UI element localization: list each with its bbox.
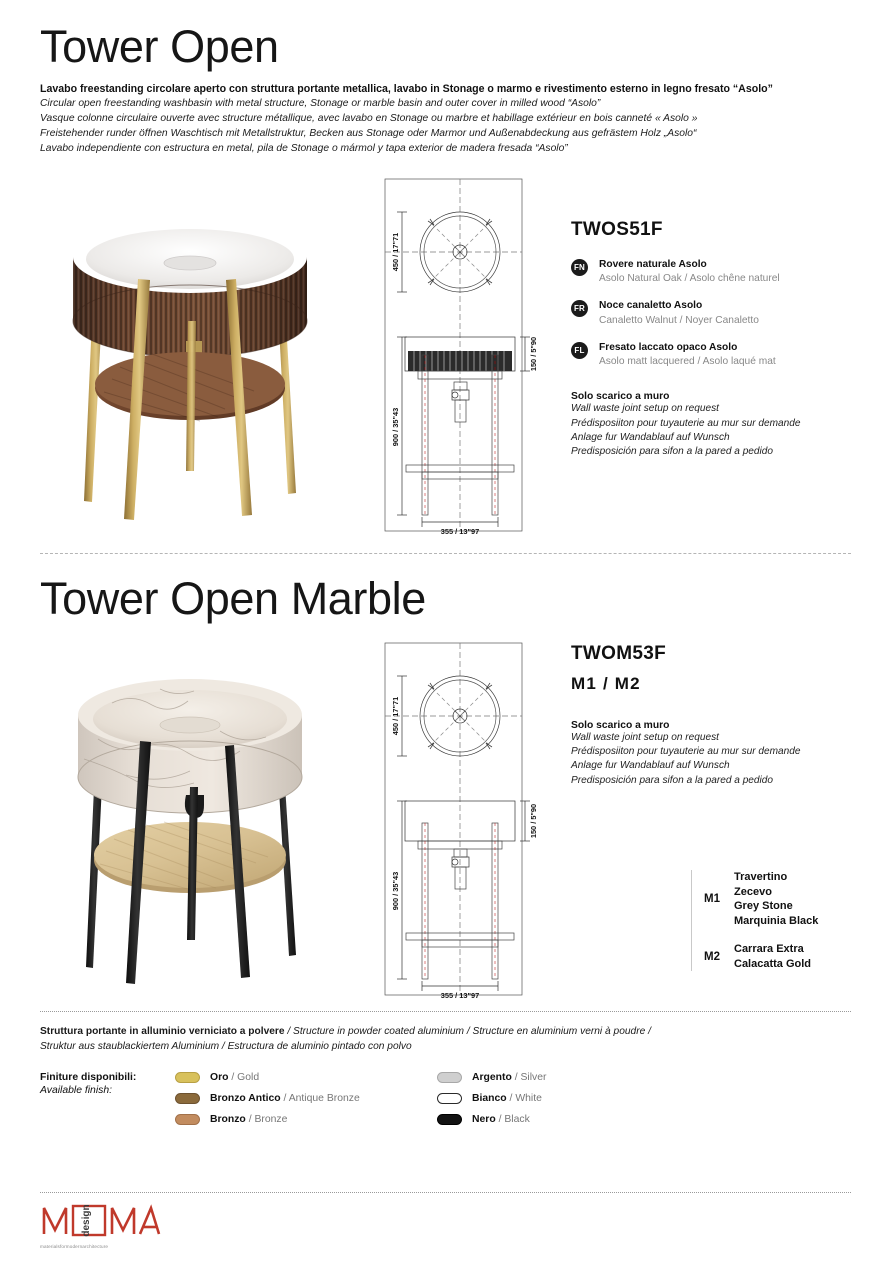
marble-value: Carrara Extra [734,943,804,956]
marble-value: Zecevo [734,885,772,898]
finishes-column-right [437,1072,687,1135]
note-line-en: Wall waste joint setup on request [571,731,719,743]
note-line-es: Predisposición para sifon a la pared a pedido [571,774,774,786]
technical-drawing-tower-open [378,177,553,537]
dim-base-width: 355 / 13"97 [440,990,480,1000]
finish-en: / White [509,1093,542,1105]
section-tower-open [40,0,851,537]
finish-name-it: Noce canaletto Asolo [599,300,703,312]
dim-basin-height: 150 / 5"90 [529,336,538,371]
finish-it: Nero [472,1114,496,1126]
finish-swatch-oro[interactable] [175,1072,425,1083]
note-line-de: Anlage fur Wandablauf auf Wunsch [571,431,730,443]
footer-block [40,1012,851,1136]
finish-badge-fr-icon: FR [571,300,588,317]
swatch-black-icon [437,1114,462,1125]
structure-bold: Struttura portante in alluminio verniciato a polvere [40,1025,285,1037]
swatch-antique-bronze-icon [175,1093,200,1104]
waste-note-tower-open [571,391,851,459]
finishes-label [40,1072,175,1135]
dim-diameter: 450 / 17"71 [391,696,400,735]
description-es: Lavabo independiente con estructura en metal, pila de Stonage o mármol y tapa exterior de madera fresada “Asolo” [40,142,568,154]
product-photo-tower-open [40,171,340,531]
finish-it: Bronzo Antico [210,1093,281,1105]
finishes-column-left [175,1072,425,1135]
finish-name-tr: Asolo Natural Oak / Asolo chêne naturel [599,272,780,284]
finish-it: Oro [210,1072,229,1084]
product-code-column-marble [553,635,851,1001]
finish-name-it: Rovere naturale Asolo [599,258,707,270]
marble-values [734,942,811,971]
structure-material-text [40,1024,851,1055]
finish-swatch-bronzo[interactable] [175,1114,425,1125]
finish-en: / Black [498,1114,530,1126]
finish-it: Bianco [472,1093,507,1105]
wood-finish-list [571,258,851,370]
logo-tagline: materialsformodernarchitecture [40,1244,109,1249]
note-line-es: Predisposición para sifon a la pared a pedido [571,446,774,458]
swatch-silver-icon [437,1072,462,1083]
finish-en: / Gold [231,1072,260,1084]
note-title: Solo scarico a muro [571,719,670,731]
product-code-column-tower-open [553,171,851,537]
note-line-en: Wall waste joint setup on request [571,403,719,415]
finish-swatch-bronzo-antico[interactable] [175,1093,425,1104]
dim-basin-height: 150 / 5"90 [529,803,538,838]
finishes-label-it: Finiture disponibili: [40,1072,137,1084]
description-fr: Vasque colonne circulaire ouverte avec structure métallique, avec lavabo en Stonage ou marbre et habillage extérieur en bois canneté « Asolo » [40,112,698,124]
finish-swatch-bianco[interactable] [437,1093,687,1104]
finish-name-it: Fresato laccato opaco Asolo [599,341,738,353]
table-left-rule [691,870,692,971]
finish-it: Bronzo [210,1114,246,1126]
finish-en: / Bronze [248,1114,288,1126]
finish-swatch-nero[interactable] [437,1114,687,1125]
finish-name-tr: Asolo matt lacquered / Asolo laqué mat [599,356,776,368]
technical-drawing-tower-open-marble [378,641,553,1001]
dim-diameter: 450 / 17"71 [391,232,400,271]
product-code: TWOS51F [571,218,663,240]
product-photo-tower-open-marble [40,635,340,995]
bottom-divider [40,1192,851,1193]
dim-total-height: 900 / 35"43 [391,871,400,910]
finish-it: Argento [472,1072,512,1084]
structure-rest: / Structure in powder coated aluminium / Structure en aluminium verni à poudre / [284,1025,651,1037]
available-finishes [40,1072,851,1135]
structure-line2: Struktur aus staublackiertem Aluminium / Estructura de aluminio pintado con polvo [40,1041,412,1053]
dim-total-height: 900 / 35"43 [391,407,400,446]
marble-value: Marquinia Black [734,914,819,927]
note-line-de: Anlage fur Wandablauf auf Wunsch [571,760,730,772]
finish-swatch-argento[interactable] [437,1072,687,1083]
finish-badge-fn-icon: FN [571,259,588,276]
product-code-variants: M1 / M2 [571,673,641,693]
swatch-gold-icon [175,1072,200,1083]
marble-value: Calacatta Gold [734,957,812,970]
product-code-marble: TWOM53F [571,642,666,664]
finishes-label-en: Available finish: [40,1085,113,1097]
marble-key: M1 [704,893,720,906]
marble-group-m1[interactable] [704,870,818,928]
waste-note-marble [571,720,851,788]
finish-option-fl[interactable] [571,341,851,370]
page-title-marble: Tower Open Marble [40,572,426,624]
description-de: Freistehender runder öffnen Waschtisch mit Metallstruktur, Becken aus Stonage oder Marmor und Außenabdeckung aus gefrästem Holz „Asolo“ [40,127,697,139]
swatch-bronze-icon [175,1114,200,1125]
note-title: Solo scarico a muro [571,391,670,403]
marble-key: M2 [704,950,720,963]
page-title: Tower Open [40,21,279,72]
marble-value: Travertino [734,871,788,884]
section-tower-open-marble [40,554,851,1001]
finish-name-tr: Canaletto Walnut / Noyer Canaletto [599,314,759,326]
marble-values [734,870,818,928]
product-description [40,82,851,157]
note-line-fr: Prédisposiiton pour tuyauterie au mur sur demande [571,746,801,758]
logo-word: design [81,1204,92,1237]
marble-group-m2[interactable] [704,942,818,971]
finish-option-fr[interactable] [571,299,851,328]
note-line-fr: Prédisposiiton pour tuyauterie au mur sur demande [571,417,801,429]
description-it: Lavabo freestanding circolare aperto con struttura portante metallica, lavabo in Stonage o marmo e rivestimento esterno in legno fresato “Asolo” [40,83,773,95]
finish-en: / Antique Bronze [283,1093,360,1105]
brand-logo [40,1200,162,1249]
marble-options-table [691,870,851,971]
finish-badge-fl-icon: FL [571,342,588,359]
finish-en: / Silver [514,1072,547,1084]
swatch-white-icon [437,1093,462,1104]
marble-value: Grey Stone [734,900,793,913]
finish-option-fn[interactable] [571,258,851,287]
dim-base-width: 355 / 13"97 [440,526,480,536]
description-en: Circular open freestanding washbasin with metal structure, Stonage or marble basin and outer cover in milled wood “Asolo” [40,98,601,110]
